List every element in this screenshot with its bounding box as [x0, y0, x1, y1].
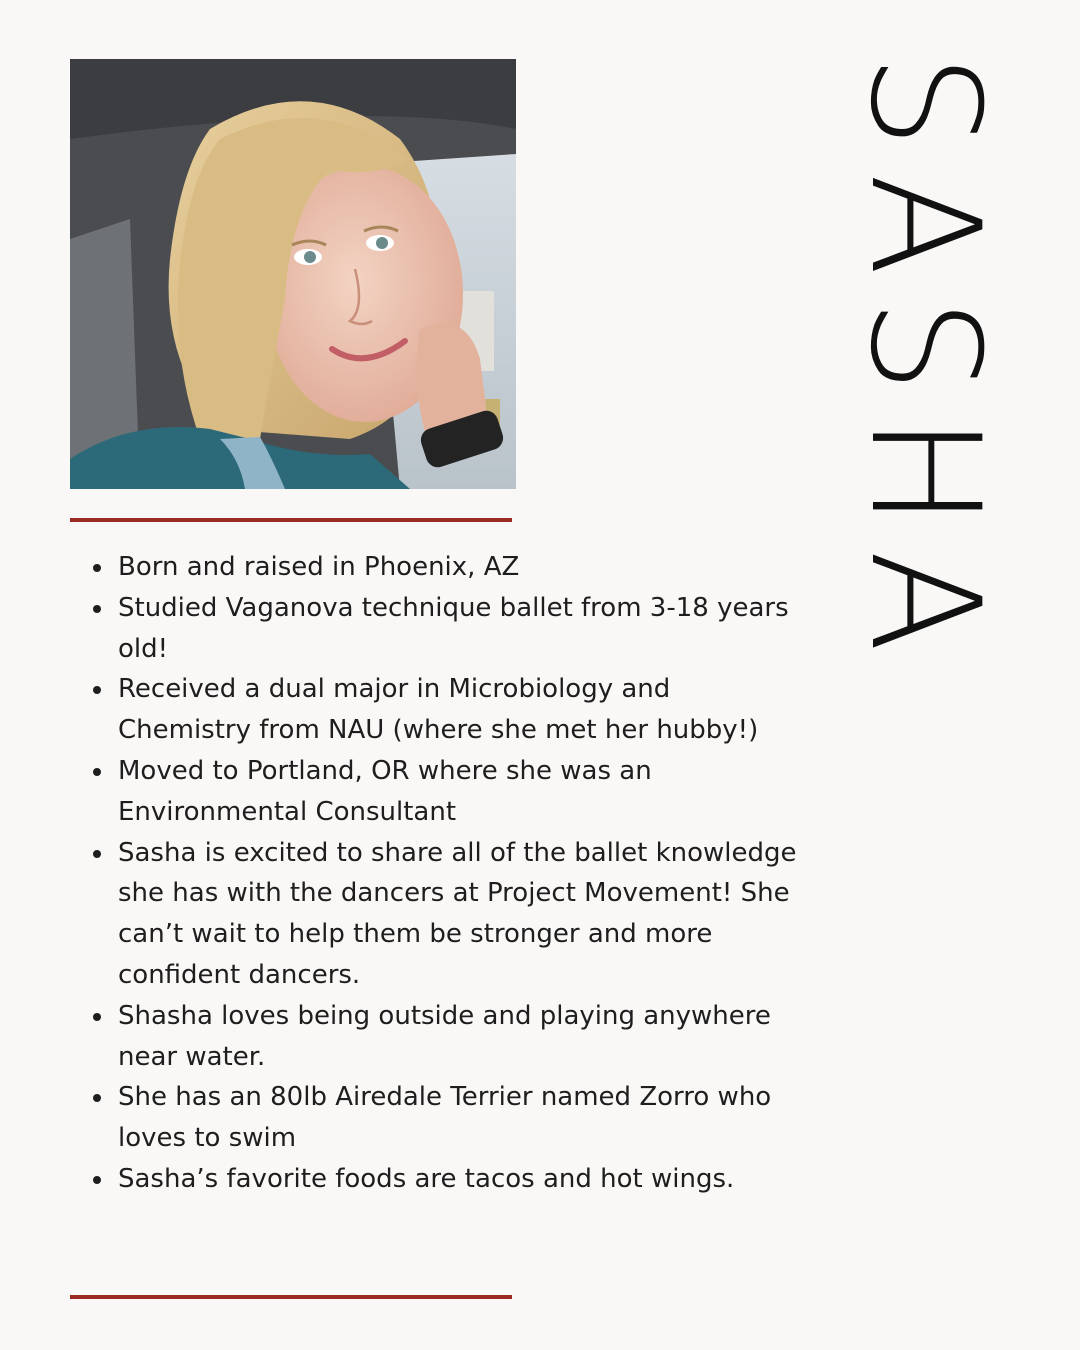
profile-photo [70, 59, 516, 489]
top-divider [70, 518, 512, 522]
bottom-divider [70, 1295, 512, 1299]
fact-item: She has an 80lb Airedale Terrier named Zorro who loves to swim [88, 1077, 808, 1159]
fact-item: Studied Vaganova technique ballet from 3-18 years old! [88, 588, 808, 670]
fact-item: Received a dual major in Microbiology and Chemistry from NAU (where she met her hubby!) [88, 669, 808, 751]
facts-list [88, 547, 808, 1200]
fact-item: Born and raised in Phoenix, AZ [88, 547, 808, 588]
fact-item: Moved to Portland, OR where she was an Environmental Consultant [88, 751, 808, 833]
name-heading-container [837, 53, 1011, 675]
fact-item: Shasha loves being outside and playing anywhere near water. [88, 996, 808, 1078]
profile-photo-illustration [70, 59, 516, 489]
fact-item: Sasha’s favorite foods are tacos and hot wings. [88, 1159, 808, 1200]
fact-item: Sasha is excited to share all of the ballet knowledge she has with the dancers at Project Movement! She can’t wait to help them be stronger and more confident dancers. [88, 833, 808, 996]
name-heading: SASHA [837, 53, 1011, 675]
